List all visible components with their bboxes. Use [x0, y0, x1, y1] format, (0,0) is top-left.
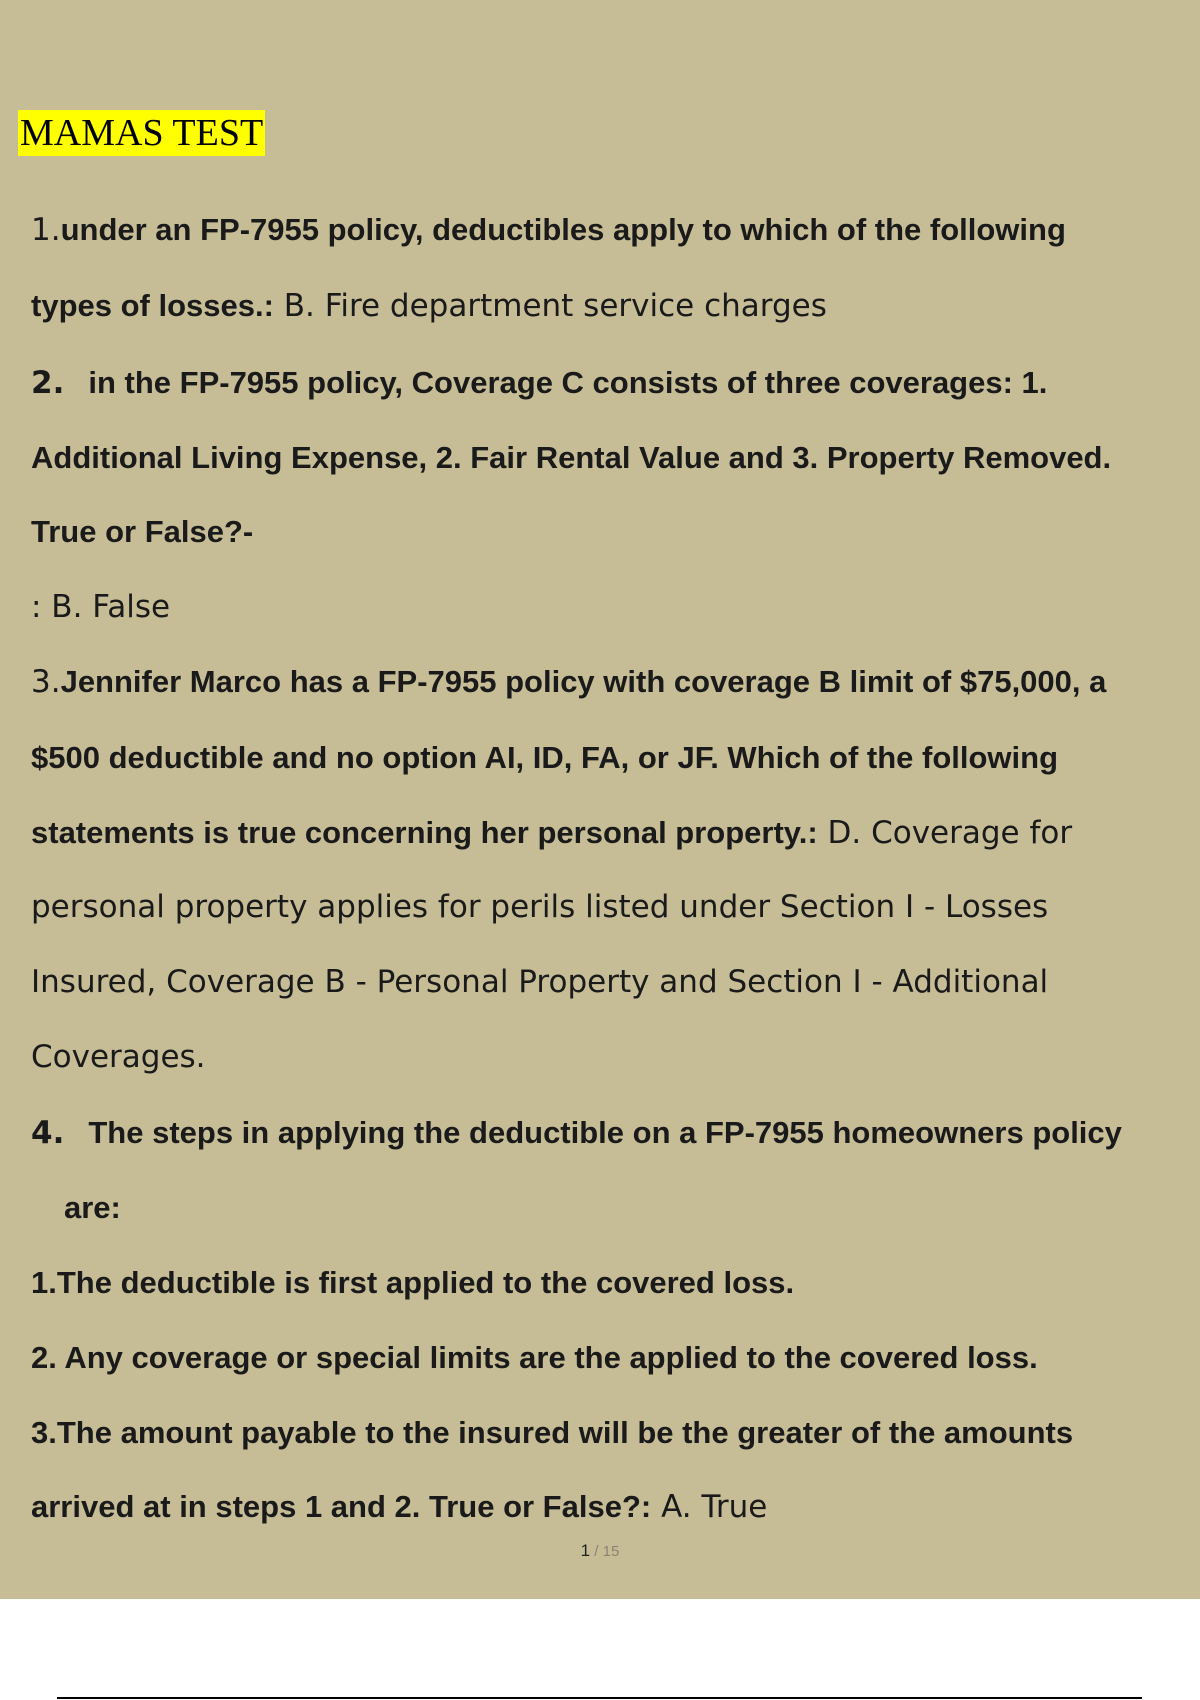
- question-2-answer: : B. False: [31, 589, 171, 625]
- page-number: [0, 1541, 1200, 1561]
- question-4-text: The steps in applying the deductible on a FP-7955 homeowners policy: [88, 1115, 1122, 1150]
- question-4-step-3-cont: [31, 1487, 767, 1527]
- page-title: MAMAS TEST: [20, 112, 264, 154]
- question-2-line-1: [31, 363, 1047, 403]
- question-2-line-3: True or False?-: [31, 514, 254, 549]
- question-3-answer: D. Coverage for: [817, 815, 1073, 851]
- question-3-answer-line-4: Coverages.: [31, 1039, 206, 1075]
- question-4-number: 4.: [31, 1115, 65, 1151]
- question-2-number: 2.: [31, 365, 65, 401]
- question-3-number: 3.: [31, 664, 61, 700]
- total-pages: / 15: [590, 1543, 620, 1560]
- question-3-text-cont: statements is true concerning her personal property.:: [31, 815, 818, 850]
- question-1-line-2: [31, 286, 827, 326]
- question-1-line-1: [31, 210, 1066, 250]
- question-1-text: under an FP-7955 policy, deductibles apply to which of the following: [60, 212, 1066, 247]
- question-4-line-2: are:: [64, 1190, 121, 1225]
- question-4-step-2: 2. Any coverage or special limits are the applied to the covered loss.: [31, 1340, 1038, 1375]
- question-1-text-cont: types of losses.:: [31, 288, 274, 323]
- question-4-text-cont: arrived at in steps 1 and 2. True or False?:: [31, 1489, 652, 1524]
- question-1-answer: B. Fire department service charges: [273, 288, 827, 324]
- question-1-number: 1.: [31, 212, 61, 248]
- question-3-answer-line-3: Insured, Coverage B - Personal Property and Section I - Additional: [31, 964, 1049, 1000]
- question-4-step-3: 3.The amount payable to the insured will be the greater of the amounts: [31, 1415, 1074, 1450]
- question-4-line-1: [31, 1113, 1122, 1153]
- question-3-line-2: $500 deductible and no option AI, ID, FA, or JF. Which of the following: [31, 740, 1059, 775]
- question-2-text: in the FP-7955 policy, Coverage C consists of three coverages: 1.: [88, 365, 1048, 400]
- current-page: 1: [580, 1541, 591, 1560]
- question-3-text: Jennifer Marco has a FP-7955 policy with coverage B limit of $75,000, a: [60, 664, 1107, 699]
- question-4-step-1: 1.The deductible is first applied to the covered loss.: [31, 1265, 795, 1300]
- question-4-answer: A. True: [651, 1489, 768, 1525]
- page-divider: [57, 1697, 1142, 1699]
- question-3-line-3: [31, 813, 1072, 853]
- question-3-answer-line-2: personal property applies for perils listed under Section I - Losses: [31, 889, 1049, 925]
- question-2-line-2: Additional Living Expense, 2. Fair Rental Value and 3. Property Removed.: [31, 440, 1112, 475]
- question-3-line-1: [31, 662, 1106, 702]
